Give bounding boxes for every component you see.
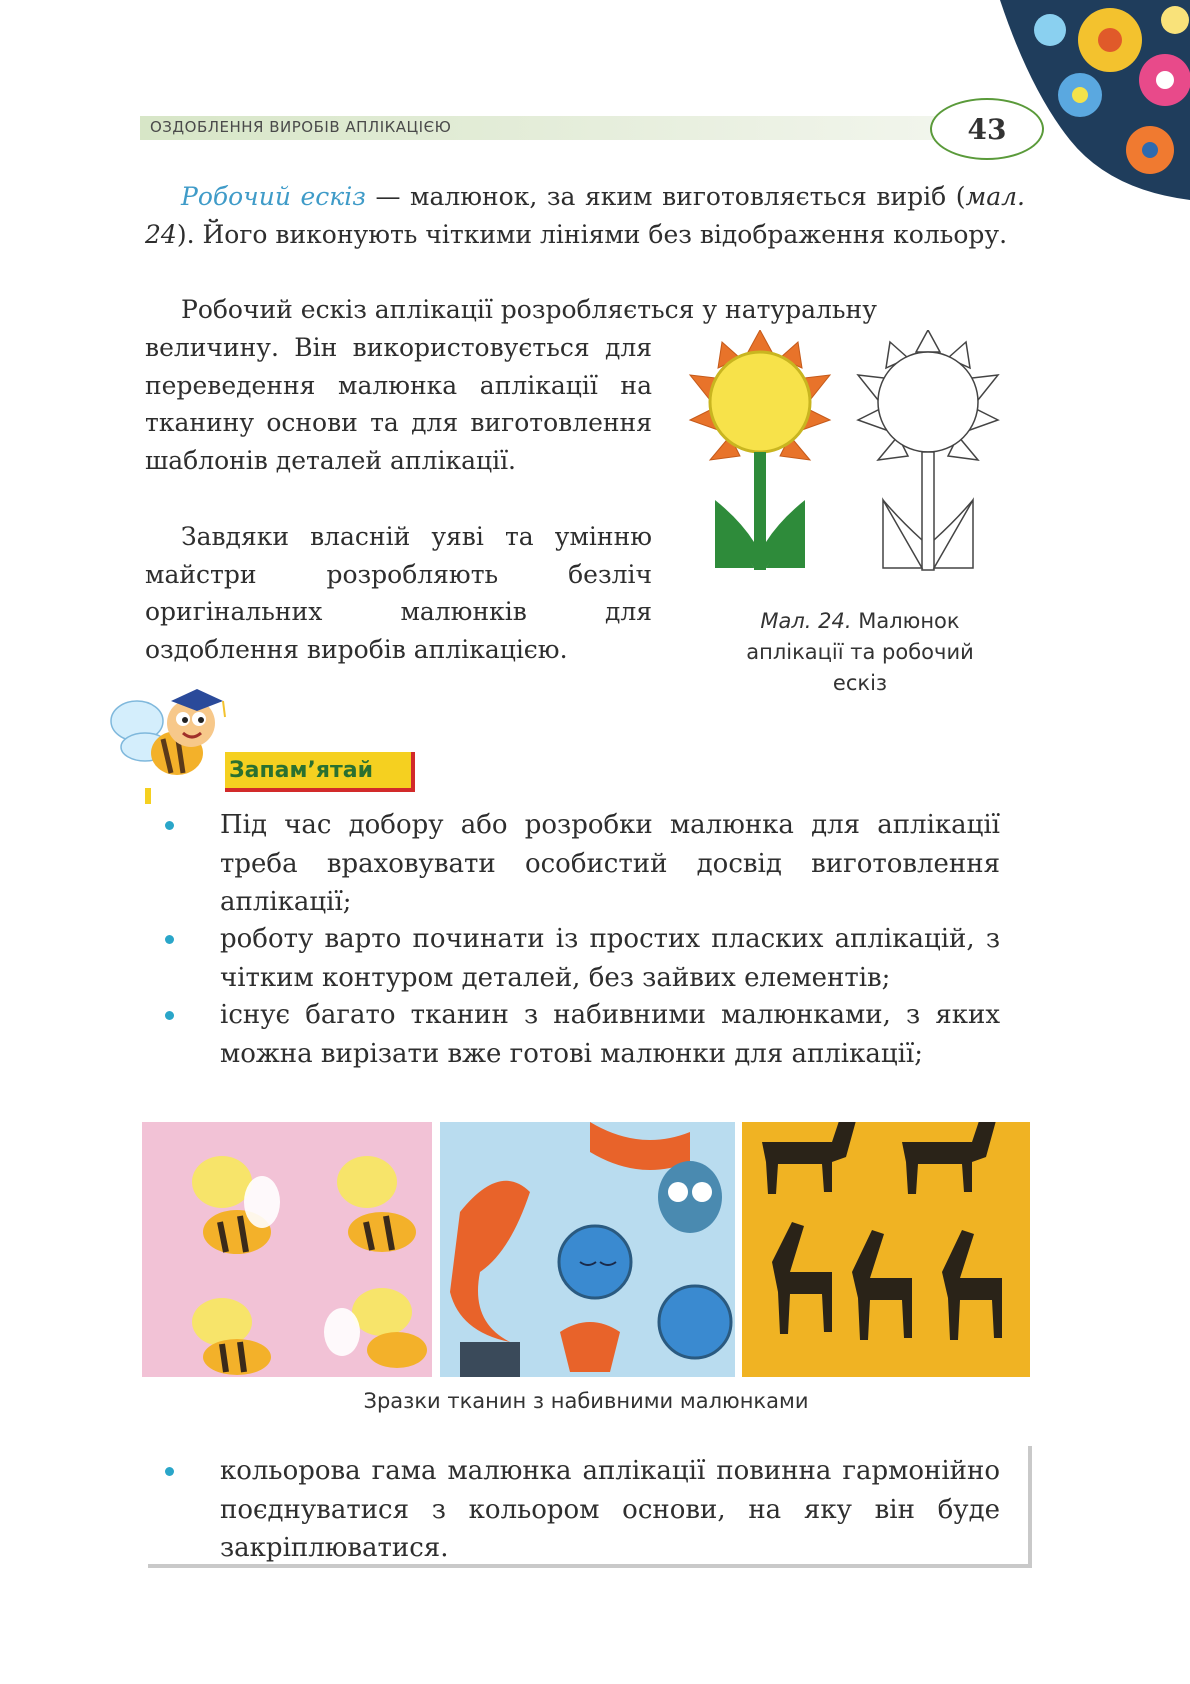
- figure-reference: мал. 24: [145, 182, 1025, 249]
- figure-24-caption-text: Малюнок аплікації та робочий ескіз: [746, 609, 974, 695]
- fabrics-caption: Зразки тканин з набивними малюнками: [363, 1389, 809, 1413]
- fabric-sample-foxes-owls: [440, 1122, 735, 1377]
- bullet-icon: [165, 821, 174, 830]
- figure-24-caption: [725, 606, 995, 699]
- bullet-icon: [165, 1011, 174, 1020]
- list-item-text: роботу варто починати із простих пласких аплікацій, з чітким контуром деталей, без зайвих елементів;: [220, 924, 1000, 993]
- figure-24-flowers: [680, 330, 1000, 600]
- page-number: [930, 98, 1044, 160]
- paragraph-3: Завдяки власній уяві та умінню майстри розробляють безліч оригінальних малюнків для оздоблення виробів аплікацією.: [145, 522, 652, 664]
- paragraph-2-body: величину. Він використовується для переведення малюнка аплікації на тканину основи та для виготовлення шаблонів деталей аплікації.: [145, 333, 652, 475]
- bullet-icon: [165, 1467, 174, 1476]
- sketch-flower: [858, 330, 998, 570]
- colored-flower: [690, 330, 830, 570]
- fabric-sample-giraffes: [742, 1122, 1030, 1377]
- remember-label-box: [225, 752, 415, 792]
- bee-mascot-icon: [105, 685, 240, 790]
- definition-text-2: ). Його виконують чіткими лініями без відображення кольору.: [176, 219, 1008, 249]
- chapter-title: ОЗДОБЛЕННЯ ВИРОБІВ АПЛІКАЦІЄЮ: [150, 118, 452, 136]
- fabric-sample-bees: [142, 1122, 432, 1377]
- definition-text-1: — малюнок, за яким виготовляється виріб (: [365, 182, 966, 211]
- figure-24-label: Мал. 24.: [760, 609, 852, 633]
- list-item-text: існує багато тканин з набивними малюнками, з яких можна вирізати вже готові малюнки для аплікації;: [220, 1000, 1000, 1069]
- paragraph-2-first-line: Робочий ескіз аплікації розробляється у натуральну: [181, 295, 877, 324]
- definition-paragraph: [145, 178, 1025, 253]
- list-item-text: Під час добору або розробки малюнка для аплікації треба враховувати особистий досвід виготовлення аплікації;: [220, 810, 1000, 917]
- bullet-icon: [165, 935, 174, 944]
- list-item-text: кольорова гама малюнка аплікації повинна гармонійно поєднуватися з кольором основи, на яку він буде закріплюватися.: [220, 1456, 1000, 1563]
- remember-label: Запам’ятай: [229, 757, 373, 783]
- remember-accent: [145, 788, 151, 804]
- term-working-sketch: Робочий ескіз: [181, 182, 366, 211]
- page-number-text: 43: [967, 112, 1007, 146]
